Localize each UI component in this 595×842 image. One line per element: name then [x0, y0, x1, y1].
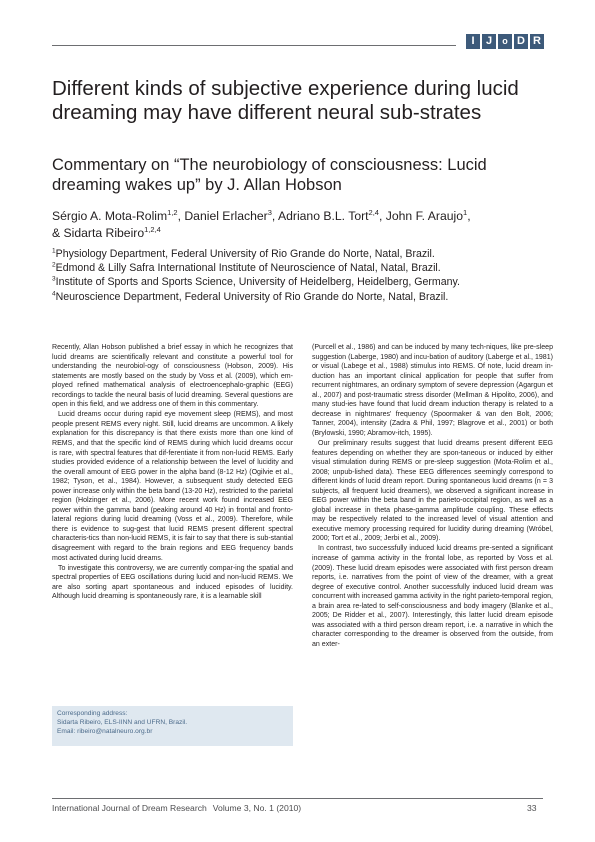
logo-letter: o	[498, 34, 512, 49]
correspondence-box	[52, 706, 293, 746]
author-affiliation: 3	[267, 207, 272, 217]
article-subtitle: Commentary on “The neurobiology of consciousness: Lucid dreaming wakes up” by J. Allan Hobson	[52, 156, 487, 194]
body-paragraph: (Purcell et al., 1986) and can be induced by many tech-niques, like pre-sleep suggestion (Laberge, 1980) and incu-bation of auditory (Laberge et al., 1981) or visual (Labege et al., 1988) stimulus into REMS. Of note, lucid dream in-duction has an important clinical application for people that suffer from recurrent nightmares, an ordinary symptom of severe depression (Agargun et al., 2007) and post-traumatic stress disorder (Mellman & Hipolito, 2006), and many stud-ies have found that lucid dream induction therapy is related to a decrease in nightmares' frequency (Spoormaker & van den Bolt, 2006; Tanner, 2004), intensity (Zadra & Phil, 1997; Blagrove et al., 2001) or both (Brylowski, 1990; Abramov-itch, 1995).	[312, 344, 553, 437]
footer-rule	[52, 798, 543, 799]
correspondence-email: Email: ribeiro@natalneuro.org.br	[57, 728, 153, 735]
author-name: Daniel Erlacher	[184, 209, 268, 223]
author-name: Adriano B.L. Tort	[277, 209, 369, 223]
body-paragraph: Our preliminary results suggest that lucid dreams present different EEG features depending on whether they are spon-taneous or induced by either visual stimulation during REMS or pre-sleep suggestion (Mota-Rolim et al., 2008; unpub-lished data). These EEG differences seemingly correspond to different kinds of lucid dream report. During spontaneous lucid dreams (n = 3 subjects, all frequent lucid dreamers), we observed a significant increase in EEG power within the beta band in the parieto-occipital region, as well as a global increase in theta phase-gamma amplitude coupling. These effects may be respectively related to the increased level of visual attention and executive memory processing required for lucidity during dreaming (Wróbel, 2000; Tort et al., 2009; Jerbi et al., 2009).	[312, 439, 553, 543]
author-name: & Sidarta Ribeiro	[52, 226, 145, 240]
author-affiliation: 1	[463, 207, 468, 217]
page-number: 33	[527, 803, 537, 813]
journal-logo	[466, 34, 544, 49]
affiliation-text: Institute of Sports and Sports Science, University of Heidelberg, Heidelberg, Germany.	[55, 276, 460, 289]
footer-volume: Volume 3, No. 1 (2010)	[212, 803, 302, 813]
author-separator: ,	[467, 209, 471, 223]
affiliation-item	[52, 261, 552, 275]
affiliation-text: Neuroscience Department, Federal University of Rio Grande do Norte, Natal, Brazil.	[55, 290, 449, 303]
affiliation-item	[52, 290, 552, 304]
author-affiliation: 1,2,4	[144, 224, 161, 234]
header-rule	[52, 45, 456, 46]
article-title: Different kinds of subjective experience during lucid dreaming may have different neural sub-strates	[52, 77, 519, 124]
correspondence-address: Sidarta Ribeiro, ELS-IINN and UFRN, Brazil.	[57, 719, 188, 726]
affiliation-text: Edmond & Lilly Safra International Institute of Neuroscience of Natal, Natal, Brazil.	[55, 262, 441, 275]
author-list	[52, 208, 552, 242]
body-column-left	[52, 343, 293, 602]
body-paragraph: In contrast, two successfully induced lucid dreams pre-sented a significant increase of gamma activity in the frontal lobe, as reported by Voss et al. (2009). These lucid dream episodes were associated with first person dream reports, i.e. narratives from the point of view of the dreamer, with a great degree of executive control. Another successfully induced lucid dream was concurrent with increased gamma activity in the right parieto-temporal region, a brain area re-lated to self-consciousness and body imagery (Blanke et al., 2005; De Ridder et al., 2007). Interestingly, this latter lucid dream episode was associated with a third person dream report, i.e. a narrative in which the character corresponding to the dreamer is observed from the outside, from an exter-	[312, 545, 553, 648]
body-paragraph: Lucid dreams occur during rapid eye movement sleep (REMS), and most people present REMS every night. Still, lucid dreams are uncommon. A likely explanation for this discrepancy is that there exists more than one kind of REMS, and that the specific kind of REMS during which lucid dreams occur is rare, with spectral features that dif-ferentiate it from non-lucid REMS. Early studies provided evidence of a relationship between the level of lucidity and the overall amount of EEG power in the alpha band (8-12 Hz) (Ogilvie et al., 1982; Tyson, et al., 1984). However, a subsequent study detected EEG power increase only within the beta band (13-20 Hz), restricted to the parietal region (Holzinger et al., 2006). More recent work found increased EEG power within the gamma band (peaking around 40 Hz) in frontal and fronto-lateral regions during lucid dreaming (Voss et al., 2009). Therefore, while there is evidence to sug-gest that lucid REMS present different spectral characteris-tics than non-lucid REMS, it is fair to say that there is sub-stantial disagreement with regard to the brain regions and EEG frequency bands most activated during lucid dreams.	[52, 411, 293, 562]
affiliation-text: Physiology Department, Federal University of Rio Grande do Norte, Natal, Brazil.	[55, 248, 435, 260]
author-separator: ,	[378, 209, 386, 223]
affiliation-item	[52, 275, 552, 289]
affiliation-item	[52, 247, 552, 261]
affiliation-number: 4	[52, 290, 56, 298]
correspondence-label: Corresponding address:	[57, 710, 128, 717]
affiliation-number: 1	[52, 247, 56, 255]
footer-journal: International Journal of Dream Research	[52, 803, 207, 813]
body-paragraph: To investigate this controversy, we are currently compar-ing the spatial and spectral properties of EEG oscillations during lucid and non-lucid REMS. We are also sorting apart spontaneous and induced episodes of lucidity. Although lucid dreaming is spontaneously rare, it is a learnable skill	[52, 564, 293, 601]
footer-citation	[52, 803, 301, 813]
body-column-right	[312, 343, 553, 650]
affiliation-list	[52, 247, 552, 304]
affiliation-number: 2	[52, 261, 56, 269]
logo-letter: D	[514, 34, 528, 49]
logo-letter: R	[530, 34, 544, 49]
author-name: John F. Araujo	[385, 209, 464, 223]
affiliation-number: 3	[52, 275, 56, 283]
logo-letter: J	[482, 34, 496, 49]
author-affiliation: 2,4	[368, 207, 379, 217]
author-affiliation: 1,2	[167, 207, 178, 217]
logo-letter: I	[466, 34, 480, 49]
author-separator: ,	[271, 209, 278, 223]
author-name: Sérgio A. Mota-Rolim	[52, 209, 168, 223]
body-paragraph: Recently, Allan Hobson published a brief essay in which he recognizes that lucid dreams are scientifically relevant and constitute a powerful tool for understanding the neurobiol-ogy of consciousness (Hobson, 2009). His statements are mostly based on the study by Voss et al. (2009), which em-ployed refined mathematical analysis of electroencephalo-graphic (EEG) recordings to tackle the neural basis of lucid dreaming. Several questions are open in this field, and we address one of them in this commentary.	[52, 344, 293, 409]
author-separator: ,	[177, 209, 185, 223]
